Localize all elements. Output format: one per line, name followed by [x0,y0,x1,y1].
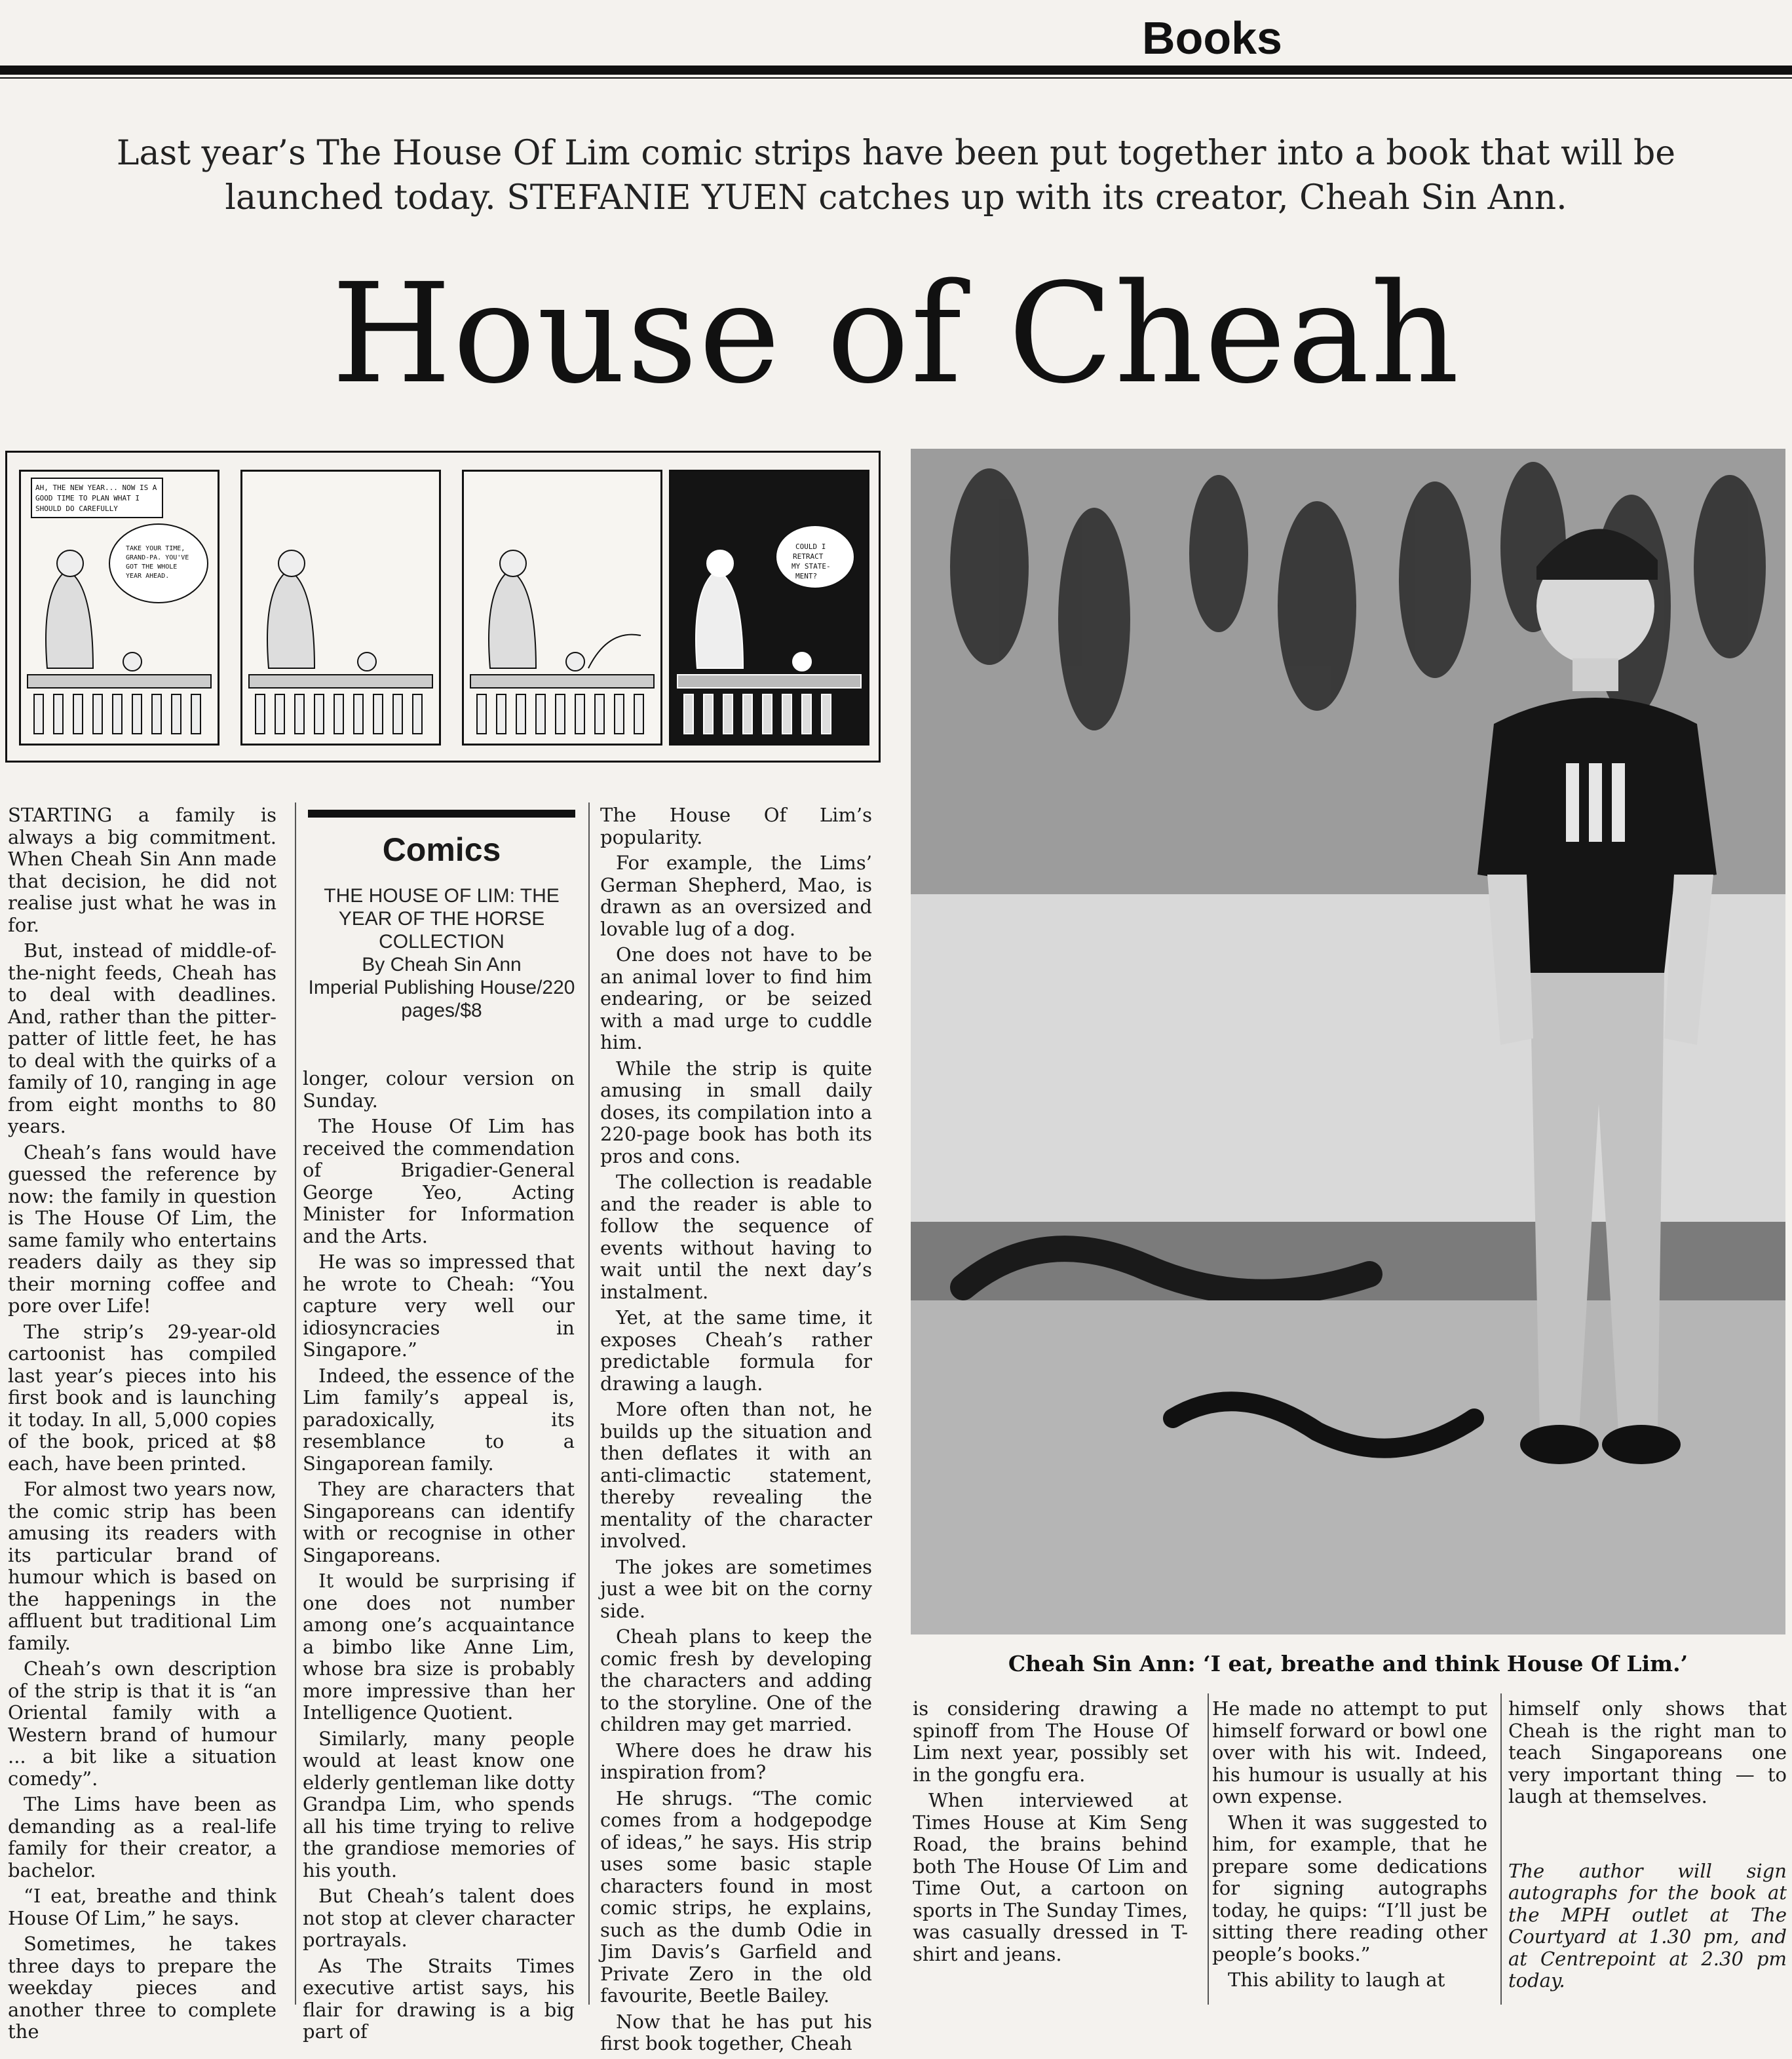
comic-panel-1-art [21,472,218,744]
svg-text:MY STATE-: MY STATE- [791,562,831,571]
infobox-label: Comics [382,831,501,868]
paragraph: He was so impressed that he wrote to Cheah: “You capture very well our idiosyncracies in Singapore.” [303,1251,575,1361]
section-label: Books [1142,12,1282,64]
paragraph: They are characters that Singaporeans can identify with or recognise in other Singaporeans. [303,1478,575,1566]
paragraph: is considering drawing a spinoff from The House Of Lim next year, possibly set in the gongfu era. [913,1697,1188,1786]
column-divider [588,803,590,2005]
paragraph: The Lims have been as demanding as a real-life family for their creator, a bachelor. [8,1793,276,1881]
author-photo [911,449,1785,1634]
deck-intro: Last year’s The House Of Lim comic strips have been put together into a book that will be launched today. STEFANIE YUEN catches up with its creator, Cheah Sin Ann. [116,134,1676,217]
comic-panel-2 [240,470,441,746]
svg-text:YEAR AHEAD.: YEAR AHEAD. [126,573,170,580]
infobox-author: By Cheah Sin Ann [362,954,522,975]
column-divider [295,803,296,2005]
svg-text:GOT THE WHOLE: GOT THE WHOLE [126,563,178,571]
paragraph: The strip’s 29-year-old cartoonist has compiled last year’s pieces into his first book and is launching it today. In all, 5,000 copies of the book, priced at $8 each, have been printed. [8,1320,276,1475]
masthead-rule-thin [0,77,1792,79]
paragraph: When interviewed at Times House at Kim Seng Road, the brains behind both The House Of Lim and Time Out, a cartoon on sports in The Sunday Times, was casually dressed in T-shirt and jeans. [913,1789,1188,1965]
infobox-book-title: THE HOUSE OF LIM: THE YEAR OF THE HORSE COLLECTION [324,885,560,953]
paragraph: But Cheah’s talent does not stop at clever character portrayals. [303,1885,575,1951]
infobox-details [308,884,575,1022]
column-divider [1208,1693,1209,2005]
article-column-2 [303,1068,575,2047]
paragraph: Cheah plans to keep the comic fresh by developing the characters and adding to the storyline. One of the children may get married. [600,1625,872,1735]
paragraph: STARTING a family is always a big commitment. When Cheah Sin Ann made that decision, he did not realise just what he was in for. [8,804,276,936]
comic-panel-1 [19,470,219,746]
svg-text:GOOD TIME TO PLAN WHAT I: GOOD TIME TO PLAN WHAT I [35,494,140,502]
paragraph: Where does he draw his inspiration from? [600,1739,872,1783]
article-column-6 [1508,1698,1787,1996]
paragraph: The jokes are sometimes just a wee bit on the corny side. [600,1555,872,1622]
author-photo-art [911,449,1785,1634]
svg-text:RETRACT: RETRACT [793,552,824,561]
paragraph: This ability to laugh at [1228,1969,1445,1991]
paragraph: Cheah’s own description of the strip is that it is “an Oriental family with a Western brand of humour ... a bit like a situation comedy”. [8,1657,276,1790]
article-column-3 [600,804,872,2059]
paragraph: longer, colour version on Sunday. [303,1067,575,1112]
paragraph: He made no attempt to put himself forward or bowl one over with his wit. Indeed, his humour is usually at his own expense. [1212,1697,1487,1807]
paragraph: Now that he has put his first book together, Cheah [600,2010,872,2054]
article-column-1 [8,804,276,2047]
paragraph: But, instead of middle-of-the-night feeds, Cheah has to deal with deadlines. And, rather than the pitter-patter of little feet, he has to deal with the quirks of a family of 10, ranging in age from eight months to 80 years. [8,939,276,1137]
headline: House of Cheah [331,254,1461,414]
article-column-4 [913,1698,1188,1969]
panel1-balloon-text: AH, THE NEW YEAR... NOW IS A [35,483,157,492]
comic-panel-3-art [464,472,660,744]
paragraph: As The Straits Times executive artist says, his flair for drawing is a big part of [303,1954,575,2043]
paragraph: “I eat, breathe and think House Of Lim,” he says. [8,1885,276,1929]
svg-text:SHOULD DO CAREFULLY: SHOULD DO CAREFULLY [35,504,118,513]
signing-note: The author will sign autographs for the book at the MPH outlet at The Courtyard at 1.30 pm, and at Centrepoint at 2.30 pm today. [1508,1859,1787,1992]
paragraph: Similarly, many people would at least know one elderly gentleman like dotty Grandpa Lim, who spends all his time trying to relive the grandiose memories of his youth. [303,1727,575,1881]
comic-strip [5,451,881,763]
paragraph: himself only shows that Cheah is the right man to teach Singaporeans one very important thing — to laugh at themselves. [1508,1697,1787,1807]
paragraph: For example, the Lims’ German Shepherd, Mao, is drawn as an oversized and lovable lug of a dog. [600,852,872,940]
paragraph: One does not have to be an animal lover to find him endearing, or be seized with a mad urge to cuddle him. [600,943,872,1053]
panel4-balloon-text: COULD I [795,542,826,551]
svg-text:MENT?: MENT? [795,572,818,580]
infobox-rule [308,810,575,818]
svg-text:TAKE YOUR TIME,: TAKE YOUR TIME, [126,545,185,552]
paragraph: The collection is readable and the reader is able to follow the sequence of events without having to wait until the next day’s instalment. [600,1171,872,1303]
comic-panel-4-art [671,472,867,744]
paragraph: He shrugs. “The comic comes from a hodgepodge of ideas,” he says. His strip uses some basic staple characters found in most comic strips, he explains, such as the dumb Odie in Jim Davis’s Garfield and Private Zero in the old favourite, Beetle Bailey. [600,1786,872,2007]
svg-text:GRAND-PA. YOU'VE: GRAND-PA. YOU'VE [126,554,189,561]
paragraph: When it was suggested to him, for example, that he prepare some dedications for signing autographs today, he quips: “I’ll just be sitting there reading other people’s books.” [1212,1811,1487,1965]
infobox-publisher: Imperial Publishing House/220 pages/$8 [308,977,575,1021]
comic-panel-2-art [242,472,439,744]
masthead-rule [0,66,1792,75]
paragraph: Cheah’s fans would have guessed the reference by now: the family in question is The House Of Lim, the same family who entertains readers daily as they sip their morning coffee and pore over Life! [8,1141,276,1317]
paragraph: Sometimes, he takes three days to prepare the weekday pieces and another three to complete the [8,1933,276,2043]
paragraph: While the strip is quite amusing in small daily doses, its compilation into a 220-page book has both its pros and cons. [600,1057,872,1167]
photo-caption: Cheah Sin Ann: ‘I eat, breathe and think House Of Lim.’ [1008,1651,1688,1676]
article-column-5 [1212,1698,1487,1995]
paragraph: For almost two years now, the comic strip has been amusing its readers with its particular brand of humour which is based on the happenings in the affluent but traditional Lim family. [8,1478,276,1654]
paragraph: Indeed, the essence of the Lim family’s appeal is, paradoxically, its resemblance to a Singaporean family. [303,1364,575,1475]
comic-panel-3 [462,470,662,746]
column-divider [1500,1693,1502,2005]
comic-panel-4 [669,470,869,746]
paragraph: The House Of Lim’s popularity. [600,804,872,848]
paragraph: It would be surprising if one does not number among one’s acquaintance a bimbo like Anne Lim, whose bra size is probably more impressive than her Intelligence Quotient. [303,1570,575,1724]
paragraph: Yet, at the same time, it exposes Cheah’s rather predictable formula for drawing a laugh. [600,1306,872,1395]
paragraph: More often than not, he builds up the situation and then deflates it with an anti-climactic statement, thereby revealing the mentality of the character involved. [600,1398,872,1552]
paragraph: The House Of Lim has received the commendation of Brigadier-General George Yeo, Acting Minister for Information and the Arts. [303,1115,575,1247]
